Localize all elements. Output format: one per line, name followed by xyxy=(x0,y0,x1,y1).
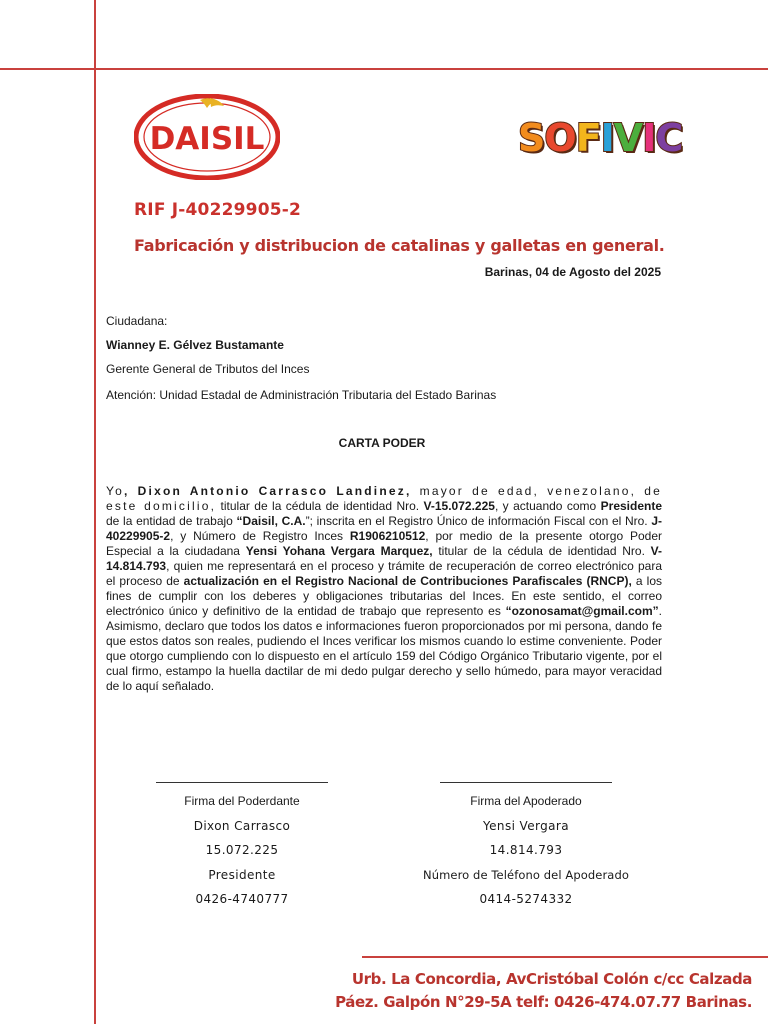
footer-rule xyxy=(362,956,768,958)
company-name: “Daisil, C.A. xyxy=(236,514,306,528)
top-margin-rule xyxy=(0,68,768,70)
grantor-name: , Dixon Antonio Carrasco Landinez, xyxy=(123,484,412,498)
company-rif: RIF J-40229905-2 xyxy=(134,200,302,220)
grantor-role: Presidente xyxy=(600,499,662,513)
addressee-name: Wianney E. Gélvez Bustamante xyxy=(106,338,284,352)
daisil-logo xyxy=(134,94,280,180)
attorney-signature-label: Firma del Apoderado xyxy=(470,794,582,808)
body-text: titular de la cédula de identidad Nro. xyxy=(432,544,651,558)
addressee-attention: Atención: Unidad Estadal de Administración Tributaria del Estado Barinas xyxy=(106,388,497,402)
attorney-signature-id: 14.814.793 xyxy=(489,843,563,857)
grantor-signature-phone: 0426-4740777 xyxy=(195,892,289,906)
rncp-process: actualización en el Registro Nacional de Contribuciones Parafiscales (RNCP), xyxy=(183,574,632,588)
addressee-greeting: Ciudadana: xyxy=(106,314,168,328)
attorney-signature-name: Yensi Vergara xyxy=(483,818,569,833)
sofivic-letter: V xyxy=(613,116,643,160)
sofivic-letter: O xyxy=(544,116,576,160)
body-text: a los fines de cumplir con los deberes y obligaciones tributarias del Inces. En este sentido, el correo electrónico único y definitivo de la entidad de trabajo que represento es xyxy=(106,574,663,618)
sofivic-letter: C xyxy=(655,116,683,160)
daisil-logo-text: DAISIL xyxy=(149,121,265,157)
document-title: CARTA PODER xyxy=(338,436,426,450)
attorney-signature-phone: 0414-5274332 xyxy=(479,892,573,906)
body-text: , por medio de la presente otorgo Poder Especial a la ciudadana xyxy=(106,529,662,558)
company-email: “ozonosamat@gmail.com” xyxy=(505,604,659,618)
grantor-signature-id: 15.072.225 xyxy=(205,843,279,857)
sofivic-letter: S xyxy=(518,116,545,160)
grantor-signature-line xyxy=(156,782,328,783)
inces-registry-number: R1906210512 xyxy=(349,529,426,543)
attorney-signature-line xyxy=(440,782,612,783)
letter-body xyxy=(106,484,662,694)
body-text: ”; inscrita en el Registro Único de información Fiscal con el Nro. xyxy=(305,514,652,528)
body-text: titular de la cédula de identidad Nro. xyxy=(216,499,424,513)
sofivic-logo xyxy=(518,112,682,164)
grantor-signature-block xyxy=(127,770,357,912)
sofivic-letter: I xyxy=(600,116,614,160)
letter-date: Barinas, 04 de Agosto del 2025 xyxy=(484,265,661,279)
attorney-name: Yensi Yohana Vergara Marquez, xyxy=(245,544,433,558)
sofivic-letter: I xyxy=(642,116,656,160)
body-text: Yo xyxy=(106,484,124,498)
footer-address xyxy=(335,968,752,1014)
attorney-phone-label: Número de Teléfono del Apoderado xyxy=(423,867,629,882)
body-text: de la entidad de trabajo xyxy=(106,514,237,528)
body-text: mayor de edad, venezolano, de este domicilio, xyxy=(106,484,662,513)
addressee-position: Gerente General de Tributos del Inces xyxy=(106,362,310,376)
grantor-signature-role: Presidente xyxy=(208,867,276,882)
body-text: . Asimismo, declaro que todos los datos e informaciones fueron proporcionados por mi persona, dando fe que estos datos son reales, pudiendo el Inces verificar los mismos cuando lo estime conveniente. Poder que otorgo cumpliendo con lo dispuesto en el artículo 159 del Código Orgánico Tributario vigente, por el cual firmo, estampo la huella dactilar de mi dedo pulgar derecho y sello húmedo, para mayor veracidad de lo aquí señalado. xyxy=(106,604,662,693)
footer-address-line-1: Urb. La Concordia, AvCristóbal Colón c/cc Calzada xyxy=(351,970,752,988)
sofivic-letter: F xyxy=(575,116,601,160)
left-margin-rule xyxy=(94,0,96,1024)
grantor-id: V-15.072.225 xyxy=(423,499,495,513)
attorney-signature-block xyxy=(411,770,641,912)
footer-address-line-2: Páez. Galpón N°29-5A telf: 0426-474.07.77 Barinas. xyxy=(335,993,752,1011)
body-text: , quien me representará en el proceso y trámite de recuperación de correo electrónico para el proceso de xyxy=(106,559,662,588)
grantor-signature-label: Firma del Poderdante xyxy=(184,794,300,808)
body-text: , y actuando como xyxy=(494,499,601,513)
grantor-signature-name: Dixon Carrasco xyxy=(193,818,291,833)
attorney-id: V-14.814.793 xyxy=(106,544,662,573)
document-title-row xyxy=(0,436,768,450)
body-text: , y Número de Registro Inces xyxy=(170,529,350,543)
company-rif-inline: J-40229905-2 xyxy=(106,514,663,543)
company-tagline: Fabricación y distribucion de catalinas y galletas en general. xyxy=(134,236,665,255)
